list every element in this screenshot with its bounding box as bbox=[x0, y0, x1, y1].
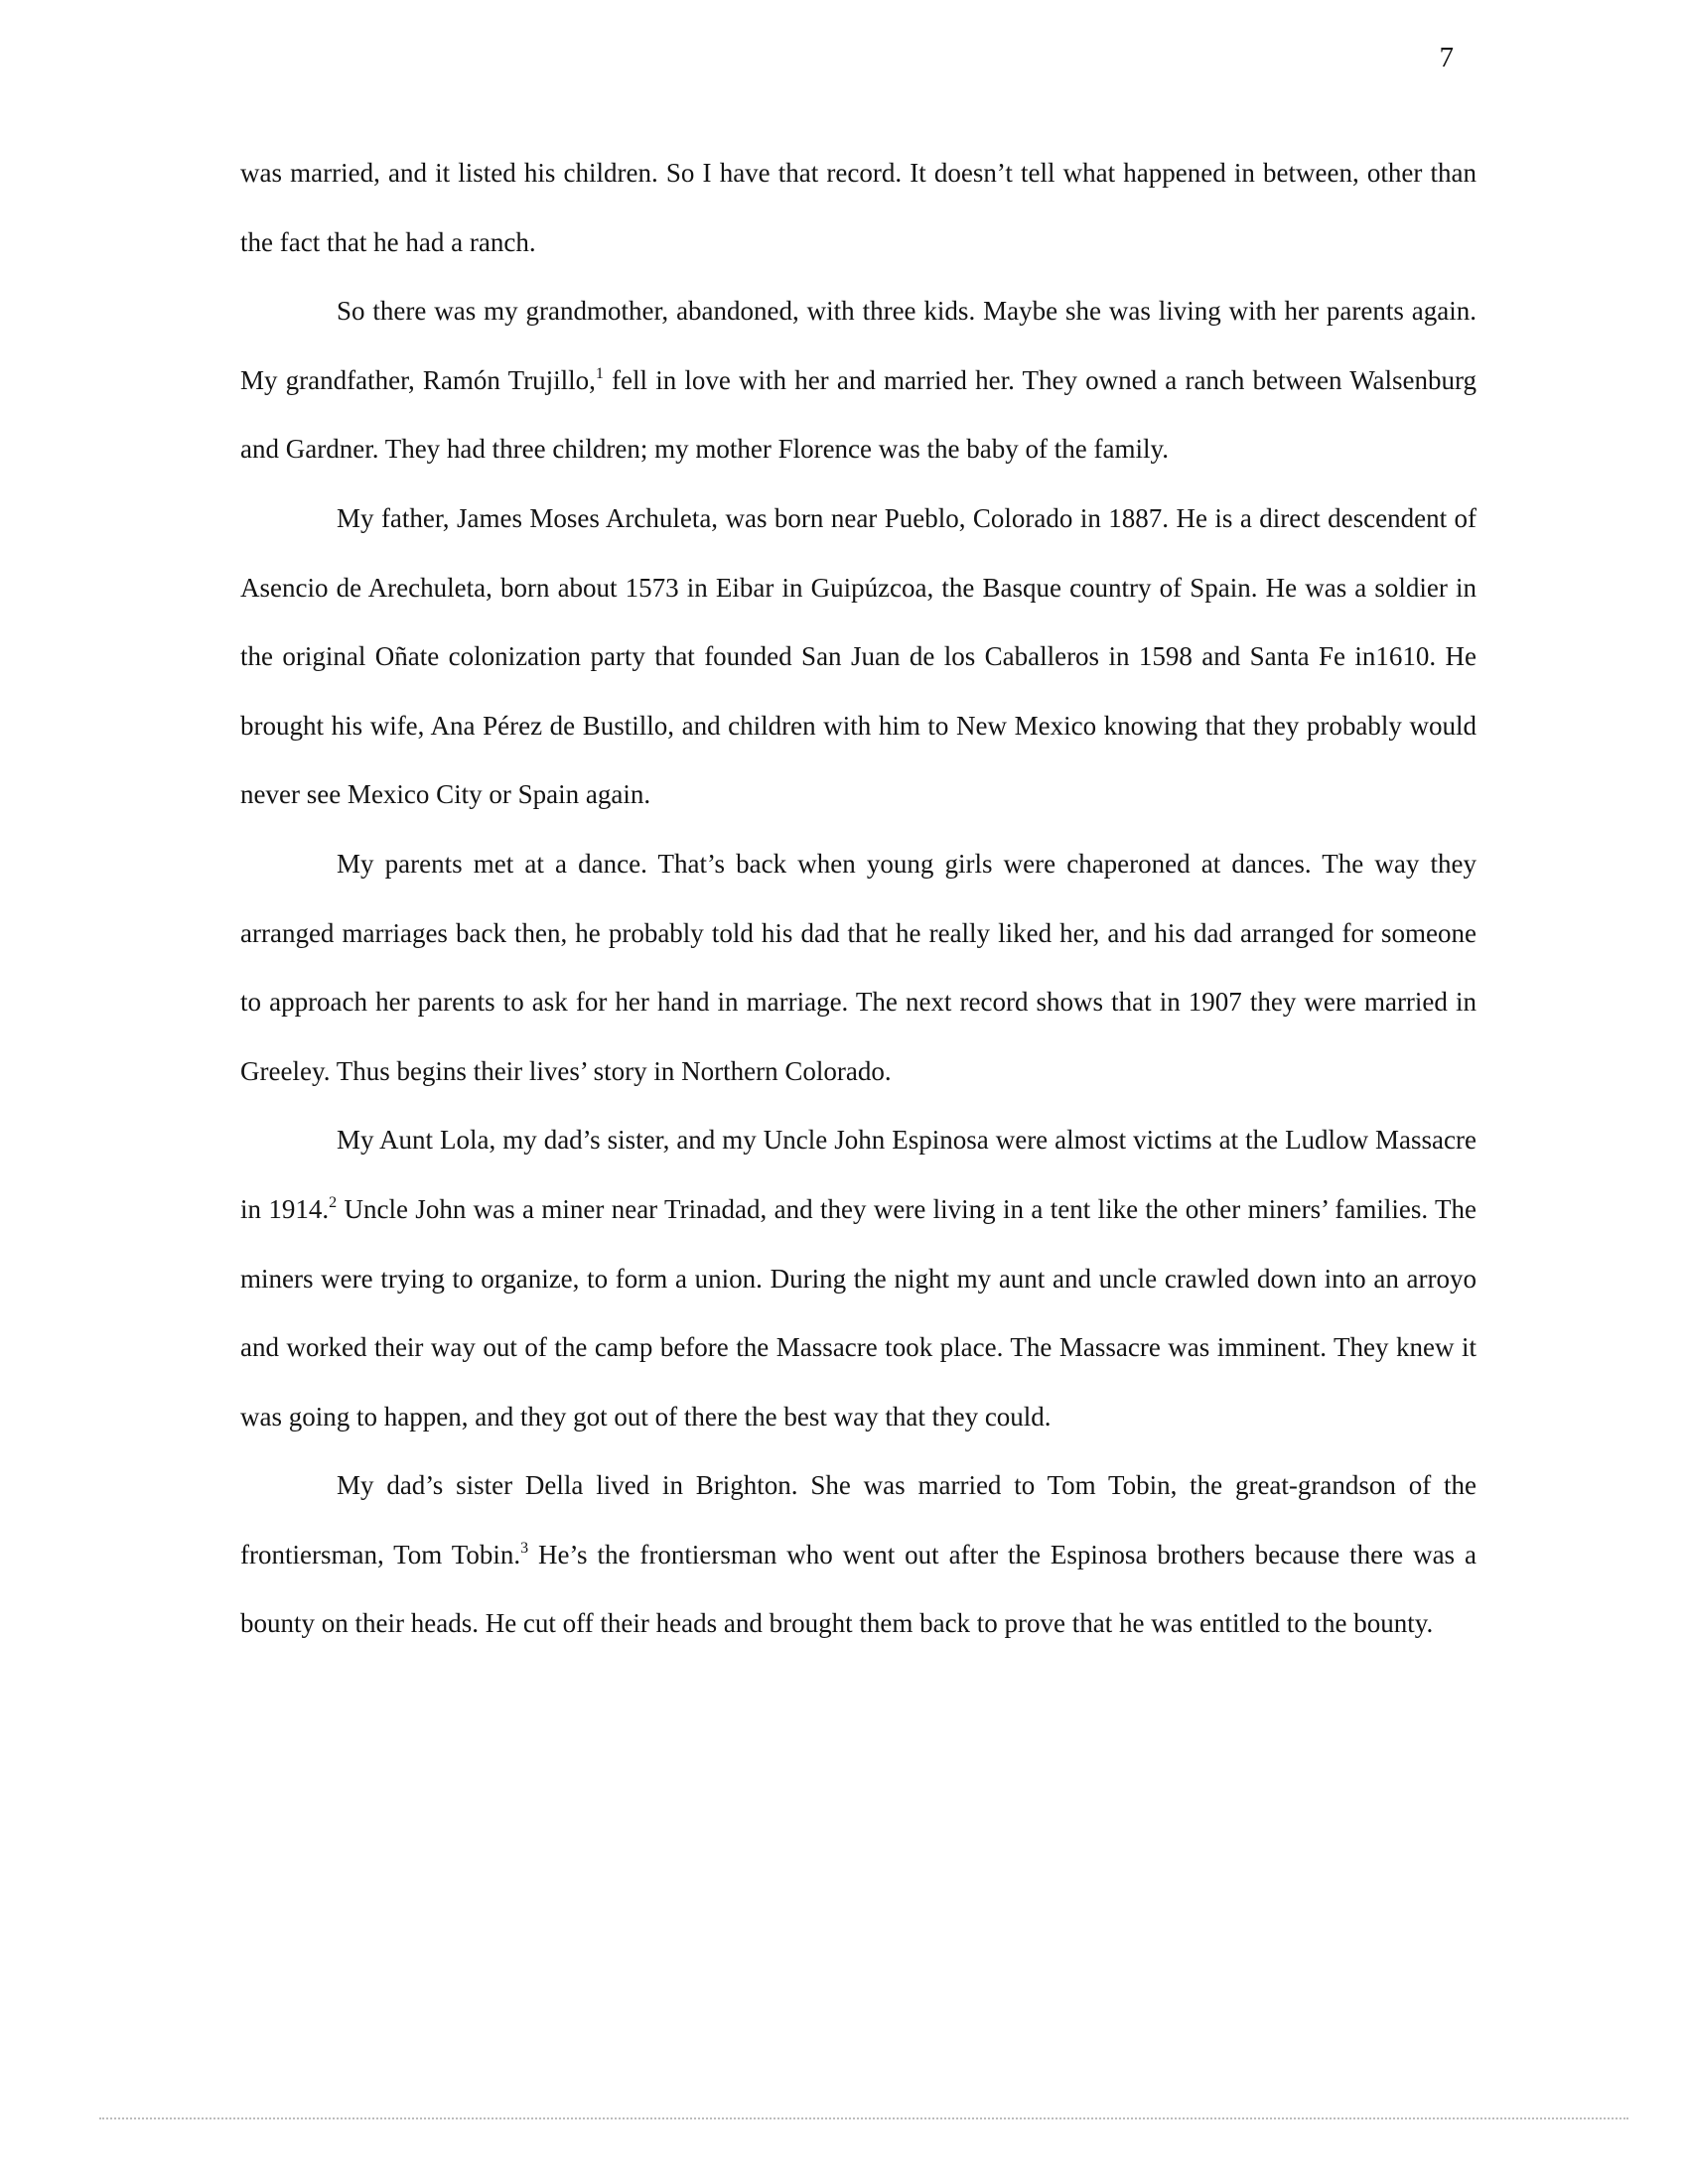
paragraph-text: My parents met at a dance. That’s back when young girls were chaperoned at dances. The way they arranged marriages back then, he probably told his dad that he really liked her, and his dad arranged for someone to approach her parents to ask for her hand in marriage. The next record shows that in 1907 they were married in Greeley. Thus begins their lives’ story in Northern Colorado. bbox=[240, 848, 1477, 1086]
scan-edge-line bbox=[99, 2117, 1628, 2119]
paragraph bbox=[240, 139, 1477, 277]
paragraph-text: fell in love with her and married her. They owned a ranch between Walsenburg and Gardner. They had three children; my mother Florence was the baby of the family. bbox=[240, 364, 1477, 465]
page-number: 7 bbox=[1439, 42, 1454, 73]
paragraph bbox=[240, 830, 1477, 1106]
footnote-marker: 2 bbox=[329, 1193, 338, 1211]
paragraph-text: Uncle John was a miner near Trinadad, and they were living in a tent like the other miners’ families. The miners were trying to organize, to form a union. During the night my aunt and uncle crawled down into an arroyo and worked their way out of the camp before the Massacre took place. The Massacre was imminent. They knew it was going to happen, and they got out of there the best way that they could. bbox=[240, 1193, 1477, 1432]
document-body bbox=[240, 139, 1477, 1659]
footnote-marker: 1 bbox=[595, 364, 604, 382]
footnote-marker: 3 bbox=[520, 1539, 529, 1557]
paragraph-text: My Aunt Lola, my dad’s sister, and my Uncle John Espinosa were almost victims at the Ludlow Massacre in 1914. bbox=[240, 1125, 1477, 1224]
paragraph bbox=[240, 484, 1477, 830]
paragraph-text: My dad’s sister Della lived in Brighton. She was married to Tom Tobin, the great-grandson of the frontiersman, Tom Tobin. bbox=[240, 1470, 1477, 1570]
paragraph bbox=[240, 1106, 1477, 1451]
paragraph-text: So there was my grandmother, abandoned, with three kids. Maybe she was living with her parents again. My grandfather, Ramón Trujillo, bbox=[240, 296, 1477, 395]
paragraph bbox=[240, 1451, 1477, 1659]
paragraph-text: My father, James Moses Archuleta, was born near Pueblo, Colorado in 1887. He is a direct descendent of Asencio de Arechuleta, born about 1573 in Eibar in Guipúzcoa, the Basque country of Spain. He was a soldier in the original Oñate colonization party that founded San Juan de los Caballeros in 1598 and Santa Fe in1610. He brought his wife, Ana Pérez de Bustillo, and children with him to New Mexico knowing that they probably would never see Mexico City or Spain again. bbox=[240, 502, 1477, 810]
paragraph-text: was married, and it listed his children. So I have that record. It doesn’t tell what happened in between, other than the fact that he had a ranch. bbox=[240, 158, 1477, 257]
paragraph bbox=[240, 277, 1477, 484]
paragraph-text: He’s the frontiersman who went out after the Espinosa brothers because there was a bounty on their heads. He cut off their heads and brought them back to prove that he was entitled to the bounty. bbox=[240, 1539, 1477, 1639]
